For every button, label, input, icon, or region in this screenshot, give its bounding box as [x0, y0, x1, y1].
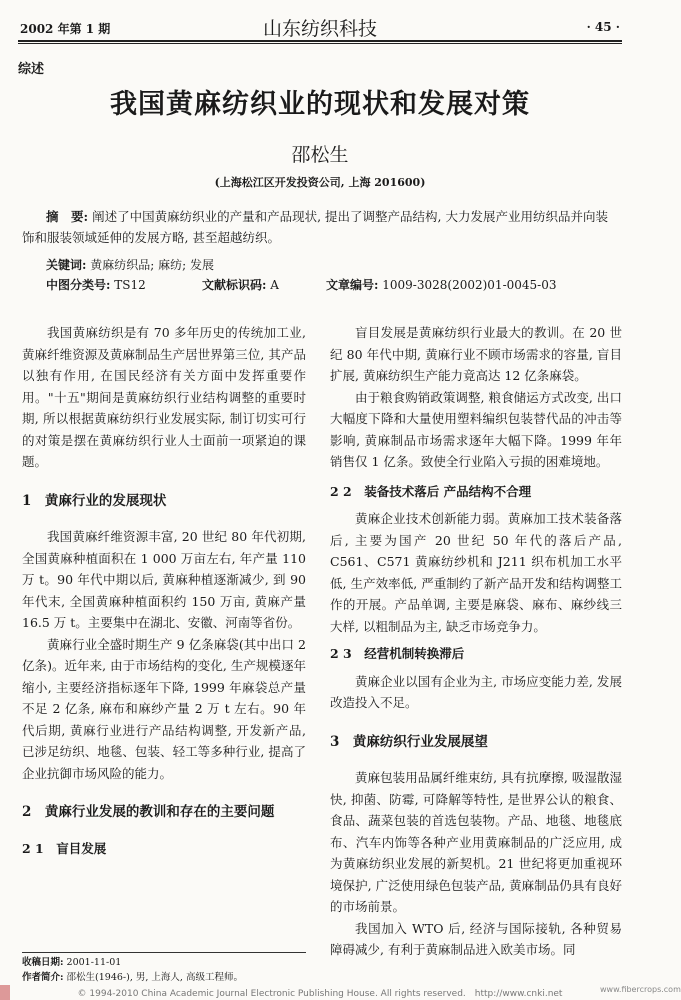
received-label: 收稿日期:: [22, 957, 64, 968]
received-value: 2001-11-01: [66, 957, 122, 968]
header-rule: [18, 40, 622, 42]
subsection-2-2-heading: 2 2 装备技术落后 产品结构不合理: [330, 483, 532, 499]
subsection-2-1-heading: 2 1 盲目发展: [22, 840, 107, 856]
clc-field: [46, 276, 146, 293]
author-bio-label: 作者简介:: [22, 972, 64, 983]
section-1-paragraph-2: 黄麻行业全盛时期生产 9 亿条麻袋(其中出口 2 亿条)。近年来, 由于市场结构的变化, 生产规模逐年缩小, 主要经济指标逐年下降, 1999 年麻袋总产量不足 2 亿条, 麻布和麻纱产量 2 万 t 左右。90 年代后期, 黄麻行业进行产品结构调整, 开发新产品, 已涉足纺织、地毯、包装、轻工等多种行业, 提高了企业抗御市场风险的能力。: [22, 636, 306, 781]
abstract: [22, 206, 618, 248]
copyright-line: © 1994-2010 China Academic Journal Electronic Publishing House. All rights reserved. http://www.cnki.net: [77, 989, 563, 999]
section-1-heading: 1 黄麻行业的发展现状: [22, 492, 167, 509]
article-title: 我国黄麻纺织业的现状和发展对策: [110, 89, 530, 120]
article-number-value: 1009-3028(2002)01-0045-03: [382, 278, 557, 292]
journal-name: 山东纺织科技: [262, 18, 377, 40]
watermark-text: www.fibercrops.com: [600, 985, 681, 994]
clc-label: 中图分类号:: [46, 278, 111, 292]
keywords-text: 黄麻纺织品; 麻纺; 发展: [90, 258, 214, 272]
intro-paragraph: 我国黄麻纺织是有 70 多年历史的传统加工业, 黄麻纤维资源及黄麻制品生产居世界第三位, 其产品以独有作用, 在国民经济有关方面中发挥重要作用。"十五"期间是黄麻纺织行业结构调整的重要时期, 所以根据黄麻纺织行业发展实际, 制订切实可行的对策是摆在黄麻纺织行业人士面前一项紧迫的课题。: [22, 325, 306, 469]
page-number: · 45 ·: [586, 20, 620, 34]
right-paragraph-3: 黄麻企业技术创新能力弱。黄麻加工技术装备落后, 主要为国产 20 世纪 50 年代的落后产品, C561、C571 黄麻纺纱机和 J211 织布机加工水平低, 生产效率低, 严重制约了新产品开发和结构调整工作的开展。产品单调, 主要是麻袋、麻布、麻纱线三大样, 以粗制品为主, 缺乏市场竞争力。: [330, 511, 622, 634]
keywords-label: 关键词:: [46, 258, 87, 272]
subsection-2-3-heading: 2 3 经营机制转换滞后: [330, 646, 465, 661]
footnotes: [22, 952, 306, 985]
doc-code-field: [202, 276, 279, 293]
author-bio-value: 邵松生(1946-), 男, 上海人, 高级工程师。: [66, 972, 243, 983]
right-paragraph-6: 我国加入 WTO 后, 经济与国际接轨, 各种贸易障碍减少, 有利于黄麻制品进入欧美市场。同: [330, 920, 622, 957]
header-rule-thin: [18, 43, 622, 44]
clc-value: TS12: [114, 278, 146, 292]
abstract-text: 阐述了中国黄麻纺织业的产量和产品现状, 提出了调整产品结构, 大力发展产业用纺织品并向装饰和服装领域延伸的发展方略, 甚至超越纺织。: [22, 209, 609, 245]
doc-code-value: A: [270, 278, 279, 292]
right-paragraph-1: 盲目发展是黄麻纺织行业最大的教训。在 20 世纪 80 年代中期, 黄麻行业不顾市场需求的容量, 盲目扩展, 黄麻纺织生产能力竟高达 12 亿条麻袋。: [330, 325, 622, 383]
right-paragraph-2: 由于粮食购销政策调整, 粮食储运方式改变, 出口大幅度下降和大量使用塑料编织包装替代品的冲击等影响, 黄麻制品市场需求逐年大幅下降。1999 年年销售仅 1 亿条。致使全行业陷入亏损的困难境地。: [330, 389, 622, 469]
article-number-field: [326, 276, 557, 293]
section-3-heading: 3 黄麻纺织行业发展展望: [330, 733, 488, 750]
article-number-label: 文章编号:: [326, 278, 379, 292]
doc-code-label: 文献标识码:: [202, 278, 267, 292]
author-name: 邵松生: [291, 144, 349, 166]
abstract-label: 摘 要:: [46, 209, 89, 224]
author-affiliation: (上海松江区开发投资公司, 上海 201600): [214, 176, 426, 189]
header-issue: 2002 年第 1 期: [20, 22, 111, 36]
section-1-paragraph-1: 我国黄麻纤维资源丰富, 20 世纪 80 年代初期, 全国黄麻种植面积在 1 000 万亩左右, 年产量 110 万 t。90 年代中期以后, 黄麻种植逐渐减少, 到 90 年代末, 全国黄麻种植面积约 150 万亩, 黄麻产量 16.5 万 t。主要集中在湖北、安徽、河南等省份。: [22, 529, 306, 630]
right-column: [330, 322, 622, 961]
right-paragraph-4: 黄麻企业以国有企业为主, 市场应变能力差, 发展改造投入不足。: [330, 673, 622, 710]
received-date: [22, 955, 306, 970]
author-bio: [22, 970, 306, 985]
left-column: [22, 322, 306, 865]
right-paragraph-5: 黄麻包装用品属纤维束纺, 具有抗摩擦, 吸湿散湿快, 抑菌、防霉, 可降解等特性, 是世界公认的粮食、食品、蔬菜包装的首选包装物。产品、地毯、地毯底布、汽车内饰等各种产业用黄麻制品的广泛应用, 成为黄麻纺织业发展的新契机。21 世纪将更加重视环境保护, 广泛使用绿色包装产品, 黄麻制品仍具有良好的市场前景。: [330, 770, 622, 914]
section-2-heading: 2 黄麻行业发展的教训和存在的主要问题: [22, 804, 275, 820]
keywords: [46, 256, 626, 273]
article-category: 综述: [18, 62, 45, 77]
